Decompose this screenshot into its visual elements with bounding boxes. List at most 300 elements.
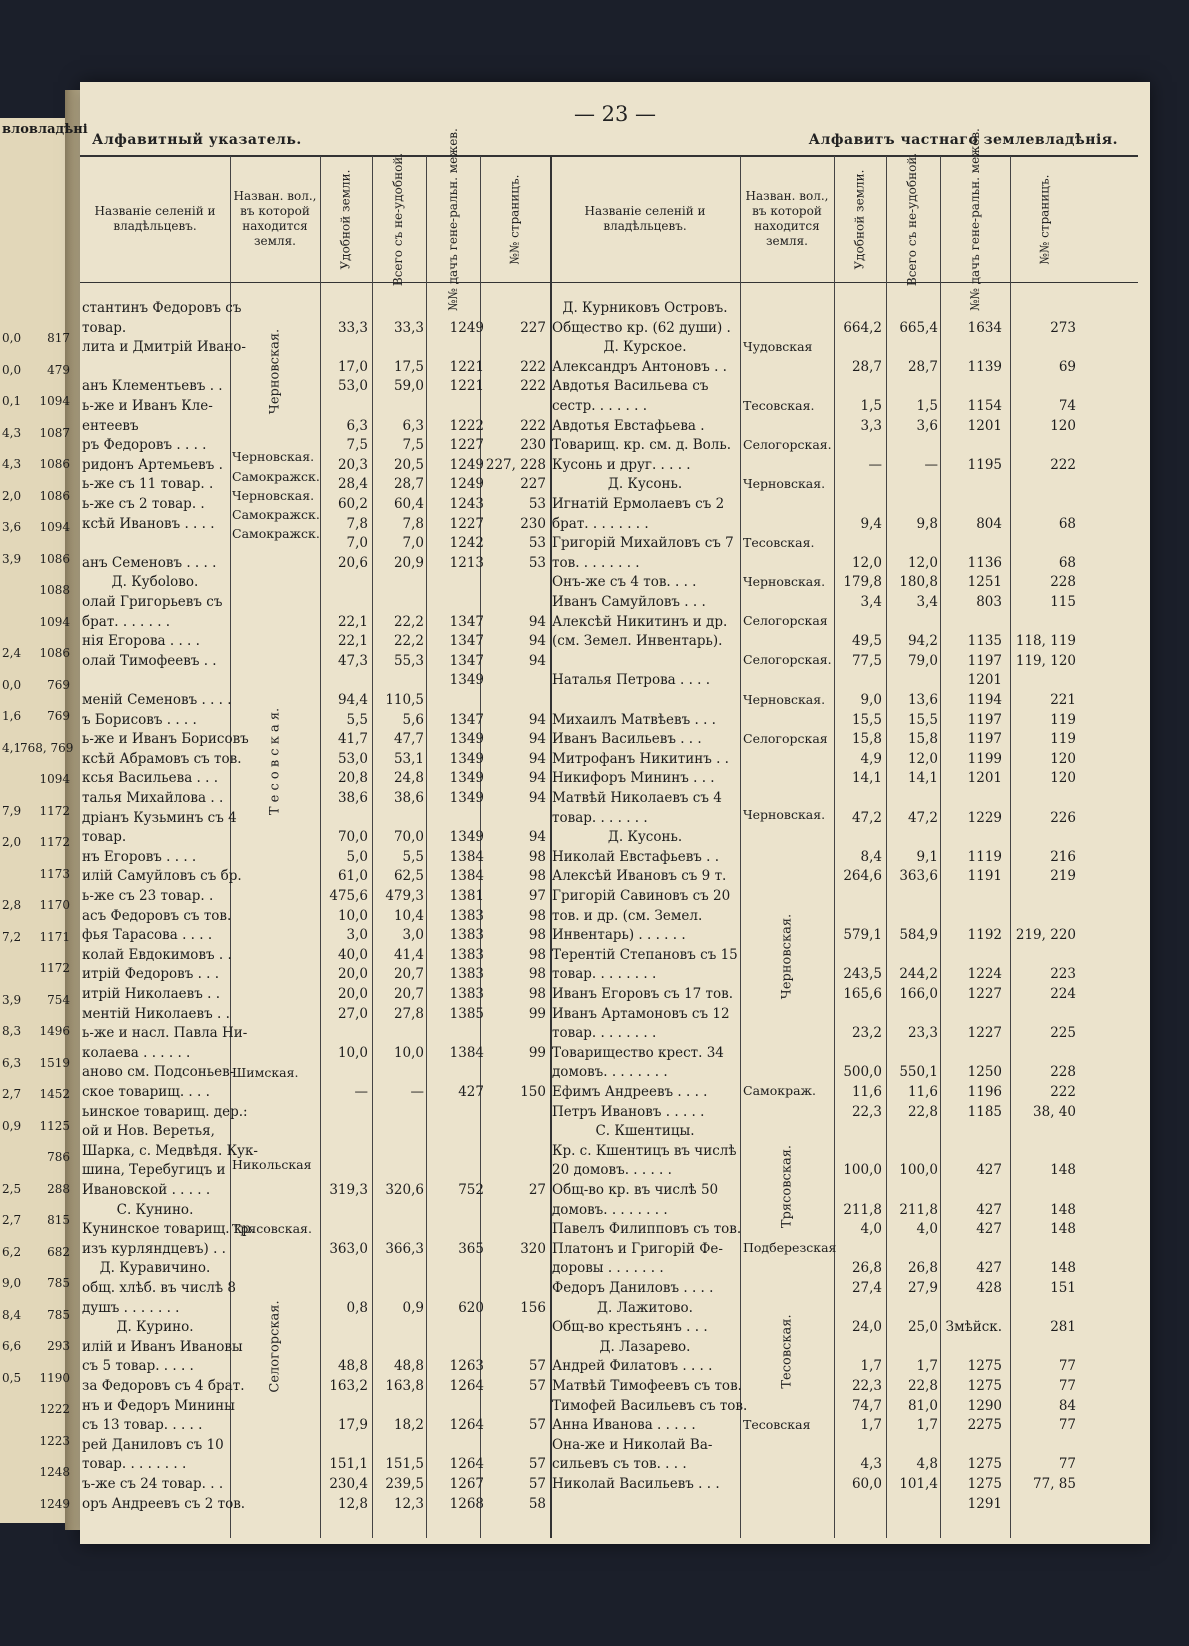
entry-total: 28,7 [393,476,424,493]
entry-name: Общ-во кр. въ числѣ 50 [552,1182,719,1198]
entry-dachi: 1227 [967,1025,1002,1042]
header-pages: №№ страницъ. [507,174,522,264]
entry-dachi: 1290 [967,1397,1002,1414]
entry-dachi: 1275 [967,1456,1002,1473]
entry-arable: 15,8 [851,731,882,748]
entry-total: 1,5 [916,398,938,414]
entry-dachi: 1227 [967,986,1002,1002]
entry-name: Матвѣй Николаевъ съ 4 [552,790,722,806]
entry-name: ьинское товарищ. дер.: [82,1103,248,1120]
entry-name: товар. . . . . . . [552,809,648,826]
entry-dachi: 1221 [449,358,484,375]
entry-dachi: 1383 [449,966,484,983]
entry-total: 4,8 [916,1456,938,1473]
prev-page-dacha: 1190 [39,1370,70,1385]
entry-total: 9,1 [916,848,938,865]
entry-pages: 222 [1050,1084,1076,1100]
entry-total: 7,5 [402,437,424,454]
entry-name: ское товарищ. . . . [82,1084,210,1100]
volost-label: Черновская. [267,328,283,415]
entry-dachi: 1222 [449,417,484,434]
entry-dachi: 1197 [967,731,1002,748]
entry-pages: 226 [1050,809,1076,826]
entry-pages: 77 [1058,1358,1076,1375]
entry-name: ь-же и Иванъ Борисовъ [82,731,249,748]
column-rule [372,156,373,1538]
entry-arable: 14,1 [851,770,882,787]
prev-page-header: вловладѣні [2,122,88,137]
entry-total: 363,6 [899,868,938,885]
entry-arable: 664,2 [843,319,882,336]
entry-total: 20,5 [393,456,424,473]
prev-page-value: 4,1 [2,740,22,755]
entry-pages: 94 [528,750,546,767]
entry-name: 20 домовъ. . . . . . [552,1162,672,1179]
entry-arable: 264,6 [843,868,882,885]
volost-label: Трясовская. [232,1221,312,1236]
prev-page-dacha: 1125 [39,1118,70,1133]
prev-page-dacha: 479 [47,362,70,377]
entry-name: домовъ. . . . . . . . [552,1064,668,1081]
prev-page-dacha: 1223 [39,1433,70,1448]
header-dachi: №№ дачъ гене-ральн. межев. [445,127,460,311]
volost-label: Т е с о в с к а я. [267,707,283,816]
entry-arable: 211,8 [843,1201,882,1218]
entry-pages: 38, 40 [1033,1103,1076,1120]
entry-arable: 20,8 [337,770,368,787]
entry-pages: 94 [528,770,546,787]
entry-name: анъ Семеновъ . . . . [82,554,217,571]
entry-name: товар. . . . . . . . [552,1025,657,1042]
running-header-right: Алфавитъ частнаго землевладѣнія. [808,132,1118,148]
prev-page-value: 2,8 [2,898,22,912]
entry-name: дріанъ Кузьминъ съ 4 [82,809,237,826]
prev-page-value: 8,3 [2,1024,22,1038]
entry-name: колаева . . . . . . [82,1044,191,1061]
entry-pages: 27 [528,1182,546,1198]
entry-name: анъ Клементьевъ . . [82,378,223,395]
entry-dachi: 1243 [449,496,484,512]
entry-total: 23,3 [907,1025,938,1042]
prev-page-dacha: 1172 [39,835,70,849]
entry-total: 10,0 [393,1044,424,1061]
entry-pages: 97 [528,888,546,904]
entry-name: ментій Николаевъ . . [82,1005,230,1022]
entry-pages: 227, 228 [485,456,546,473]
section-heading: С. Кшентицы. [595,1123,695,1140]
prev-page-dacha: 1094 [39,520,70,534]
entry-arable: — [354,1084,368,1100]
prev-page-dacha: 1086 [39,646,70,660]
entry-total: 27,9 [907,1280,938,1296]
prev-page-dacha: 1086 [39,457,70,471]
entry-dachi: 1347 [449,711,484,728]
entry-arable: 1,5 [860,398,882,414]
entry-total: 7,8 [402,515,424,532]
entry-total: 26,8 [907,1260,938,1277]
entry-arable: 165,6 [843,986,882,1002]
entry-dachi: 1227 [449,515,484,532]
volost-label: Селогорская [743,731,828,746]
entry-arable: 17,9 [337,1417,368,1434]
entry-total: 15,5 [907,711,938,728]
entry-dachi: 1194 [967,692,1002,708]
entry-total: 53,1 [393,750,424,767]
entry-arable: 27,0 [337,1005,368,1022]
entry-name: Инвентарь) . . . . . . [552,927,686,944]
prev-page-value: 8,4 [2,1307,22,1322]
entry-name: Иванъ Артамоновъ съ 12 [552,1005,730,1022]
entry-arable: 41,7 [337,731,368,748]
section-heading: Д. Лажитово. [597,1299,693,1316]
entry-pages: 69 [1058,358,1076,375]
entry-pages: 221 [1050,692,1076,708]
entry-arable: 10,0 [337,1044,368,1061]
entry-arable: 28,4 [337,476,368,493]
entry-name: Ивановской . . . . . [82,1182,211,1198]
prev-page-dacha: 768, 769 [20,740,74,755]
section-heading: Д. Кусонь. [607,476,683,493]
entry-total: 14,1 [907,770,938,787]
section-heading: Д. Кубоlово. [111,574,199,591]
volost-label: Тесовская. [743,535,815,550]
prev-page-dacha: 1249 [39,1496,70,1511]
entry-arable: 9,4 [860,515,882,532]
entry-name: оръ Андреевъ съ 2 тов. [82,1495,246,1512]
volost-label: Шимская. [232,1065,299,1080]
prev-page-value: 2,0 [2,488,22,503]
entry-name: за Федоровъ съ 4 брат. [82,1378,245,1394]
entry-total: 665,4 [899,319,938,336]
volost-label: Селогорская. [743,652,832,667]
entry-dachi: 1249 [449,476,484,493]
entry-pages: 57 [528,1456,546,1473]
entry-pages: 120 [1050,750,1076,767]
entry-total: 7,0 [402,535,424,552]
running-header-left: Алфавитный указатель. [92,132,302,148]
header-name-2: Названіе селеній и владѣльцевъ. [584,204,706,233]
column-rule [940,156,941,1538]
entry-dachi: 1201 [967,417,1002,434]
entry-name: Кунинское товарищ. кр. [82,1221,256,1238]
entry-name: Терентій Степановъ съ 15 [552,946,738,963]
entry-pages: 227 [520,476,546,493]
entry-dachi: 1192 [967,927,1002,944]
entry-pages: 119, 120 [1015,652,1076,669]
entry-name: съ 5 товар. . . . . [82,1358,194,1375]
entry-arable: 5,5 [346,711,368,728]
volost-label: Черновская. [779,913,795,1000]
entry-arable: 77,5 [851,652,882,669]
entry-name: товар. . . . . . . . [552,966,657,983]
volost-label: Тесовская [743,1417,811,1432]
entry-pages: 53 [528,535,546,552]
prev-page-dacha: 1222 [39,1402,70,1416]
entry-pages: 99 [528,1044,546,1061]
entry-arable: 7,8 [346,515,368,532]
entry-name: Наталья Петрова . . . . [552,672,711,689]
entry-pages: 57 [528,1378,546,1394]
entry-pages: 98 [528,946,546,963]
entry-dachi: 1383 [449,927,484,944]
prev-page-value: 2,0 [2,835,22,849]
entry-dachi: 1384 [449,1044,484,1061]
entry-arable: 4,3 [860,1456,882,1473]
entry-pages: 57 [528,1358,546,1375]
entry-total: 1,7 [916,1358,938,1375]
entry-dachi: 1383 [449,946,484,963]
document-page [80,82,1150,1544]
entry-total: 20,7 [393,966,424,983]
entry-total: 12,3 [393,1495,424,1512]
entry-total: 12,0 [907,750,938,767]
entry-dachi: 1250 [967,1064,1002,1081]
entry-arable: 4,0 [860,1221,882,1238]
entry-total: 239,5 [385,1476,424,1492]
entry-arable: 9,0 [860,692,882,708]
prev-page-dacha: 1172 [39,803,70,818]
entry-total: 13,6 [907,692,938,708]
header-arable: Удобной земли. [338,169,353,269]
entry-dachi: 427 [976,1221,1002,1238]
entry-pages: 273 [1050,319,1076,336]
entry-total: 20,7 [393,986,424,1002]
entry-name: домовъ. . . . . . . . [552,1201,668,1218]
column-rule [886,156,887,1538]
entry-arable: 94,4 [337,692,368,708]
entry-pages: 115 [1050,594,1076,610]
entry-total: 1,7 [916,1417,938,1434]
entry-total: 100,0 [899,1162,938,1179]
volost-label: Самокражск. [232,507,320,522]
entry-arable: 0,8 [346,1299,368,1316]
entry-dachi: 1384 [449,848,484,865]
entry-arable: 17,0 [337,358,368,375]
entry-pages: 77 [1058,1456,1076,1473]
entry-dachi: 1275 [967,1378,1002,1394]
prev-page-value: 2,7 [2,1087,22,1101]
prev-page-dacha: 785 [47,1307,70,1322]
prev-page-value: 3,9 [2,992,22,1007]
entry-name: илій и Иванъ Ивановы [82,1338,243,1355]
entry-arable: 1,7 [860,1358,882,1375]
prev-page-dacha: 1519 [39,1055,70,1070]
entry-arable: 48,8 [337,1358,368,1375]
entry-dachi: 1139 [967,358,1002,375]
entry-pages: 120 [1050,417,1076,434]
entry-name: Алексѣй Никитинъ и др. [552,613,728,630]
prev-page-dacha: 1094 [39,614,70,629]
section-heading: Д. Лазарево. [599,1338,691,1355]
entry-total: 33,3 [393,319,424,336]
entry-name: ръ Федоровъ . . . . [82,437,207,454]
entry-name: Николай Васильевъ . . . [552,1476,720,1492]
entry-name: Авдотья Евстафьева . [552,417,705,434]
entry-name: меній Семеновъ . . . . [82,692,232,708]
entry-dachi: 427 [458,1084,484,1100]
prev-page-dacha: 1094 [39,772,70,786]
entry-arable: 7,0 [346,535,368,552]
header-volost: Назван. вол., въ которой находится земля. [233,189,317,248]
entry-pages: 99 [528,1005,546,1022]
entry-name: сестр. . . . . . . [552,398,648,414]
entry-pages: 222 [1050,456,1076,473]
section-heading: Д. Кусонь. [607,829,683,846]
entry-name: брат. . . . . . . . [552,515,649,532]
volost-label: Подберезская [743,1240,837,1255]
entry-arable: 6,3 [346,417,368,434]
prev-page-value: 4,3 [2,457,22,471]
entry-name: Иванъ Егоровъ съ 17 тов. [552,986,734,1002]
section-heading: Д. Куравичино. [99,1260,211,1277]
entry-pages: 98 [528,966,546,983]
entry-dachi: 1349 [449,770,484,787]
entry-total: 27,8 [393,1005,424,1022]
volost-label: Черновская. [743,807,826,822]
entry-total: 479,3 [385,888,424,904]
entry-name: съ 13 товар. . . . . [82,1417,203,1434]
entry-arable: 33,3 [337,319,368,336]
entry-arable: 26,8 [851,1260,882,1277]
entry-dachi: 1251 [967,574,1002,591]
entry-name: Александръ Антоновъ . . [552,358,727,375]
prev-page-dacha: 1173 [39,866,70,881]
entry-dachi: 1347 [449,652,484,669]
entry-total: 22,8 [907,1378,938,1394]
entry-total: 4,0 [916,1221,938,1238]
entry-pages: 230 [520,437,546,454]
entry-pages: 216 [1050,848,1076,865]
entry-pages: 219, 220 [1015,927,1076,944]
prev-page-dacha: 817 [47,331,70,345]
entry-arable: 28,7 [851,358,882,375]
entry-pages: 94 [528,731,546,748]
prev-page-dacha: 1452 [39,1087,70,1101]
entry-pages: 148 [1050,1260,1076,1277]
prev-page-dacha: 1496 [39,1024,70,1038]
section-heading: Д. Курское. [603,339,687,356]
volost-label: Селогорская. [267,1300,283,1393]
volost-label: Самокражск. [232,526,320,541]
volost-label: Самокраж. [743,1083,817,1098]
entry-dachi: 1263 [449,1358,484,1375]
entry-total: 28,7 [907,358,938,375]
entry-total: 244,2 [899,966,938,983]
entry-name: итрій Федоровъ . . . [82,966,220,983]
entry-total: 22,2 [393,613,424,630]
entry-dachi: 1383 [449,986,484,1002]
entry-pages: 77, 85 [1033,1476,1076,1492]
entry-name: олай Тимофеевъ . . [82,652,217,669]
prev-page-dacha: 288 [47,1181,70,1196]
prev-page-value: 7,9 [2,803,22,818]
entry-dachi: 1201 [967,672,1002,689]
prev-page-dacha: 786 [47,1150,70,1164]
entry-name: Андрей Филатовъ . . . . [552,1358,713,1375]
entry-name: аново см. Подсоньев- [82,1064,235,1081]
entry-total: 24,8 [393,770,424,787]
entry-total: 9,8 [916,515,938,532]
entry-pages: 98 [528,907,546,924]
header-name: Названіе селеній и владѣльцевъ. [94,204,216,233]
entry-dachi: 1221 [449,378,484,395]
section-heading: С. Кунино. [116,1201,194,1218]
entry-total: 110,5 [385,692,424,708]
prev-page-value: 6,3 [2,1055,22,1070]
entry-dachi: 804 [976,515,1002,532]
entry-arable: 151,1 [329,1456,368,1473]
entry-arable: 363,0 [329,1240,368,1257]
volost-label: Трясовская. [779,1144,795,1229]
entry-dachi: 620 [458,1299,484,1316]
entry-name: сильевъ съ тов. . . . [552,1456,687,1473]
volost-label: Черновская. [743,476,826,491]
entry-name: Игнатій Ермолаевъ съ 2 [552,496,725,512]
entry-dachi: 365 [458,1240,484,1257]
entry-arable: 23,2 [851,1025,882,1042]
entry-dachi: 1634 [967,319,1002,336]
volost-label: Чудовская [743,339,813,354]
entry-arable: 24,0 [851,1319,882,1336]
entry-name: ой и Нов. Веретья, [82,1123,215,1140]
entry-pages: 281 [1050,1319,1076,1336]
prev-page-value: 6,2 [2,1244,22,1259]
header-dachi-2: №№ дачъ гене-ральн. межев. [967,127,982,311]
entry-total: 55,3 [393,652,424,669]
entry-pages: 227 [520,319,546,336]
entry-name: нія Егорова . . . . [82,633,200,650]
entry-name: Общество кр. (62 души) . [552,319,731,336]
entry-arable: 22,1 [337,633,368,650]
entry-name: ь-же съ 2 товар. . [82,496,205,512]
entry-arable: 1,7 [860,1417,882,1434]
entry-pages: 94 [528,633,546,650]
entry-name: Общ-во крестьянъ . . . [552,1319,708,1336]
entry-arable: 8,4 [860,848,882,865]
entry-name: доровы . . . . . . . [552,1260,664,1277]
entry-total: 60,4 [393,496,424,512]
header-arable-2: Удобной земли. [852,169,867,269]
entry-name: товар. . . . . . . . [82,1456,187,1473]
entry-pages: 68 [1058,515,1076,532]
entry-dachi: 1242 [449,535,484,552]
entry-total: 94,2 [907,633,938,650]
entry-pages: 230 [520,515,546,532]
entry-name: Григорій Савиновъ съ 20 [552,888,731,904]
entry-total: 20,9 [393,554,424,571]
entry-name: фья Тарасова . . . . [82,927,213,944]
prev-page-value: 2,5 [2,1181,22,1196]
entry-name: тов. . . . . . . . [552,554,640,571]
prev-page-dacha: 1172 [39,961,70,975]
volost-label: Черновская. [232,449,315,464]
entry-name: Николай Евстафьевъ . . [552,848,720,865]
prev-page-dacha: 1171 [39,929,70,944]
entry-pages: 77 [1058,1378,1076,1394]
prev-page-dacha: 1094 [39,394,70,408]
entry-name: Товарищество крест. 34 [552,1044,724,1061]
entry-name: Матвѣй Тимофеевъ съ тов. [552,1378,742,1394]
entry-total: 3,0 [402,927,424,944]
entry-name: ъ Борисовъ . . . . [82,711,197,728]
entry-dachi: 1154 [967,398,1002,414]
entry-name: ь-же съ 23 товар. . [82,888,214,904]
entry-name: ксѣй Ивановъ . . . . [82,515,215,532]
entry-dachi: 1385 [449,1005,484,1022]
entry-arable: 500,0 [843,1064,882,1081]
entry-name: Павелъ Филипповъ съ тов. [552,1221,742,1238]
entry-name: товар. [82,829,127,846]
